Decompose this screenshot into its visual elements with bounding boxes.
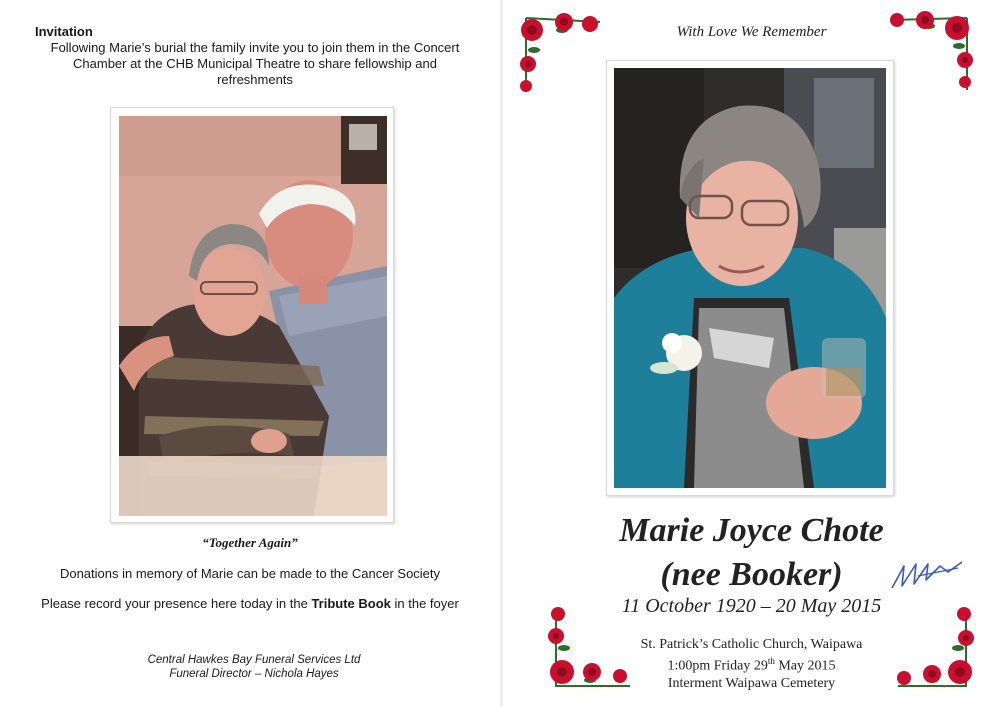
funeral-company: Central Hawkes Bay Funeral Services Ltd [147, 654, 361, 666]
rose-corner-icon-bottom-right [892, 602, 987, 697]
tribute-prefix: Please record your presence here today in the [41, 596, 312, 611]
handwritten-signature [888, 558, 968, 594]
couple-photo-frame [110, 107, 394, 523]
invitation-heading: Invitation [35, 24, 93, 39]
photo-caption: “Together Again” [202, 535, 298, 550]
rose-corner-icon-top-right [885, 6, 980, 96]
time-prefix: 1:00pm Friday 29 [667, 658, 768, 674]
tribute-book-label: Tribute Book [311, 596, 391, 611]
deceased-name: Marie Joyce Chote [619, 512, 884, 549]
time-superscript: th [767, 656, 775, 666]
donations-text: Donations in memory of Marie can be made to the Cancer Society [59, 566, 441, 581]
maiden-name: (nee Booker) [660, 556, 843, 593]
tribute-book-text [0, 596, 500, 611]
time-suffix: May 2015 [774, 658, 836, 674]
tribute-suffix: in the foyer [390, 596, 459, 611]
rose-corner-icon-bottom-left [540, 602, 635, 697]
church-line: St. Patrick’s Catholic Church, Waipawa [640, 637, 863, 652]
portrait-photo [614, 68, 886, 488]
interment-line: Interment Waipawa Cemetery [667, 675, 836, 691]
portrait-photo-frame [606, 60, 894, 496]
rose-corner-icon-top-left [512, 8, 607, 98]
life-dates: 11 October 1920 – 20 May 2015 [621, 595, 882, 617]
couple-photo [119, 116, 387, 516]
invitation-text: Following Marie’s burial the family invite you to join them in the Concert Chamber at the CHB Municipal Theatre to share fellowship and refreshments [50, 40, 460, 87]
remember-heading: With Love We Remember [676, 24, 827, 40]
funeral-director: Funeral Director – Nichola Hayes [169, 668, 339, 680]
